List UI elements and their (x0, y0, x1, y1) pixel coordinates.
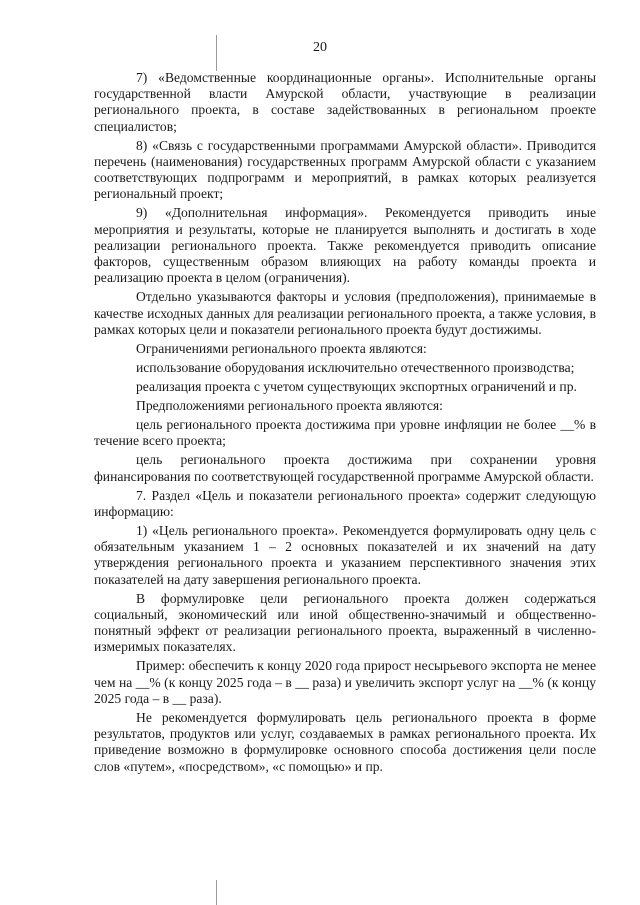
paragraph-not-recommended: Не рекомендуется формулировать цель регионального проекта в форме результатов, продуктов или услуг, создаваемых в рамках регионального проекта. Их приведение возможно в формулировке основного способа достижения цели после слов «путем», «посредством», «с помощью» и пр. (94, 709, 596, 774)
paragraph-project-goal: 1) «Цель регионального проекта». Рекомендуется формулировать одну цель с обязательным указанием 1 – 2 основных показателей и их значений на дату утверждения регионального проекта и указанием перспективного значения этих показателей на дату завершения регионального проекта. (94, 523, 596, 587)
paragraph-state-programs-link: 8) «Связь с государственными программами Амурской области». Приводится перечень (наименования) государственных программ Амурской области с указанием соответствующих подпрограмм и мероприятий, в рамках которых реализуется региональный проект; (94, 137, 596, 202)
paragraph-limitations-heading: Ограничениями регионального проекта являются: (136, 340, 427, 356)
paragraph-factors-conditions: Отдельно указываются факторы и условия (предположения), принимаемые в качестве исходных данных для реализации регионального проекта, а также условия, в рамках которых цели и показатели регионального проекта будут достижимы. (94, 289, 596, 337)
paragraph-limitation-export: реализация проекта с учетом существующих экспортных ограничений и пр. (136, 379, 577, 394)
page-number: 20 (313, 40, 327, 55)
paragraph-assumption-funding: цель регионального проекта достижима при сохранении уровня финансирования по соответствующей государственной программе Амурской области. (94, 452, 596, 484)
paragraph-limitation-equipment: использование оборудования исключительно отечественного производства; (136, 359, 575, 375)
document-body (94, 70, 596, 778)
scan-artifact-line-bottom (216, 880, 217, 905)
paragraph-assumptions-heading: Предположениями регионального проекта являются: (136, 398, 443, 414)
paragraph-additional-info: 9) «Дополнительная информация». Рекомендуется приводить иные мероприятия и результаты, которые не планируется выполнять и достигать в ходе реализации регионального проекта. Также рекомендуется приводить описание факторов, существенным образом влияющих на работу команды проекта и реализацию проекта в целом (ограничения). (94, 205, 596, 286)
paragraph-section-goal-indicators: 7. Раздел «Цель и показатели регионального проекта» содержит следующую информацию: (94, 487, 596, 519)
paragraph-example: Пример: обеспечить к концу 2020 года прирост несырьевого экспорта не менее чем на __% (к концу 2025 года – в __ раза) и увеличить экспорт услуг на __% (к концу 2025 года – в __ раза). (94, 658, 596, 706)
paragraph-assumption-inflation: цель регионального проекта достижима при уровне инфляции не более __% в течение всего проекта; (94, 417, 596, 449)
paragraph-goal-formulation: В формулировке цели регионального проекта должен содержаться социальный, экономический или иной общественно-значимый и общественно-понятный эффект от реализации регионального проекта, выраженный в численно-измеримых показателях. (94, 590, 596, 655)
paragraph-departmental-bodies: 7) «Ведомственные координационные органы». Исполнительные органы государственной власти Амурской области, участвующие в реализации регионального проекта, в составе задействованных в региональном проекте специалистов; (94, 70, 596, 134)
